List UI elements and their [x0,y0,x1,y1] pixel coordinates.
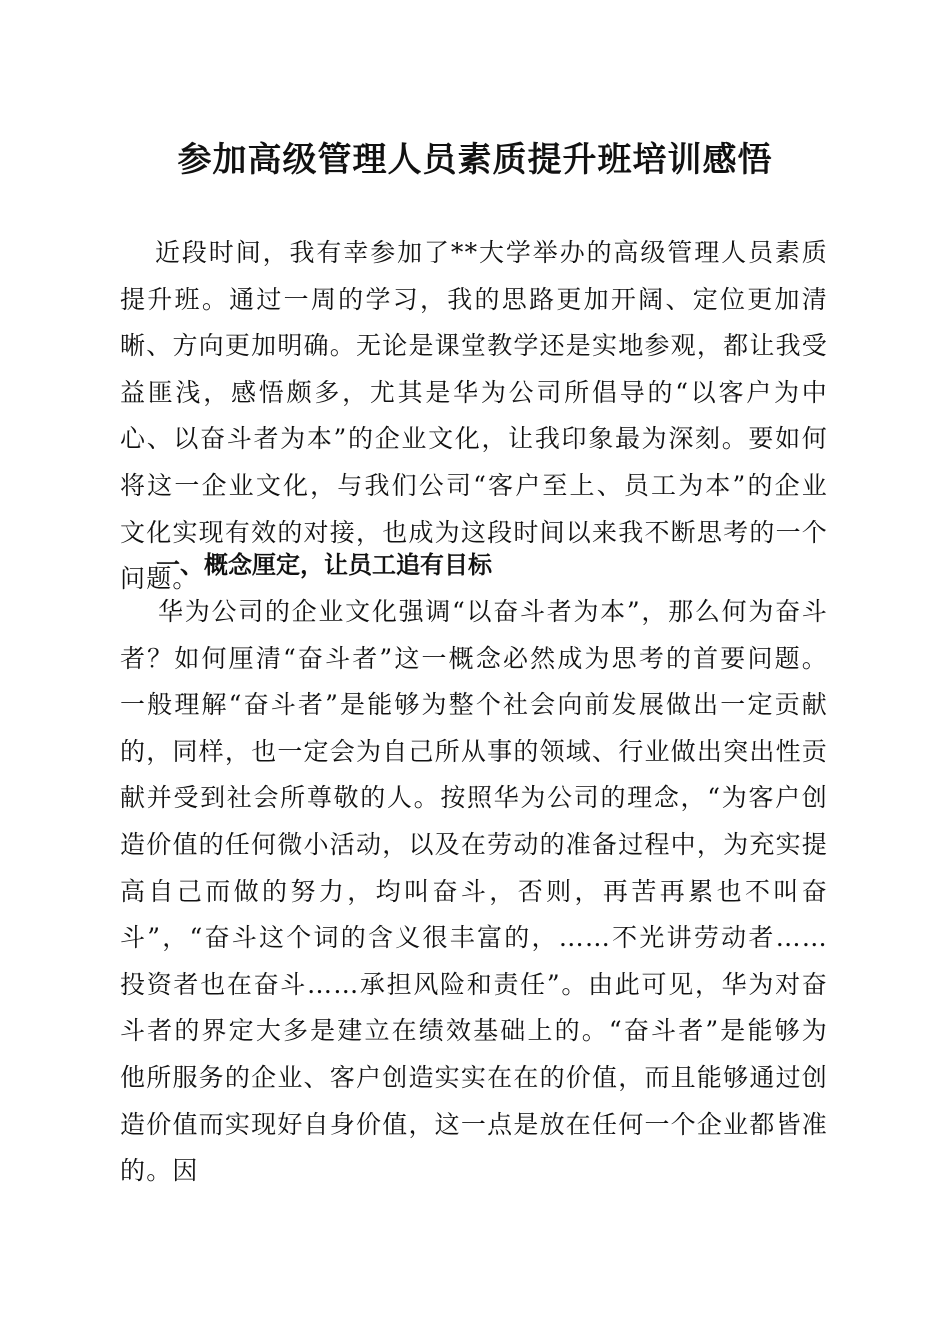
intro-paragraph: 近段时间，我有幸参加了**大学举办的高级管理人员素质提升班。通过一周的学习，我的思路更加开阔、定位更加清晰、方向更加明确。无论是课堂教学还是实地参观，都让我受益匪浅，感悟颇多，尤其是华为公司所倡导的“以客户为中心、以奋斗者为本”的企业文化，让我印象最为深刻。要如何将这一企业文化，与我们公司“客户至上、员工为本”的企业文化实现有效的对接，也成为这段时间以来我不断思考的一个问题。 [120,238,828,594]
section-heading-1: 一、概念厘定，让员工追有目标 [156,551,492,579]
document-title: 参加高级管理人员素质提升班培训感悟 [177,140,773,180]
section-1-paragraph: 华为公司的企业文化强调“以奋斗者为本”，那么何为奋斗者？如何厘清“奋斗者”这一概念必然成为思考的首要问题。一般理解“奋斗者”是能够为整个社会向前发展做出一定贡献的，同样，也一定会为自己所从事的领域、行业做出突出性贡献并受到社会所尊敬的人。按照华为公司的理念，“为客户创造价值的任何微小活动，以及在劳动的准备过程中，为充实提高自己而做的努力，均叫奋斗，否则，再苦再累也不叫奋斗”，“奋斗这个词的含义很丰富的，……不光讲劳动者……投资者也在奋斗……承担风险和责任”。由此可见，华为对奋斗者的界定大多是建立在绩效基础上的。“奋斗者”是能够为他所服务的企业、客户创造实实在在的价值，而且能够通过创造价值而实现好自身价值，这一点是放在任何一个企业都皆准的。因 [120,597,828,1186]
